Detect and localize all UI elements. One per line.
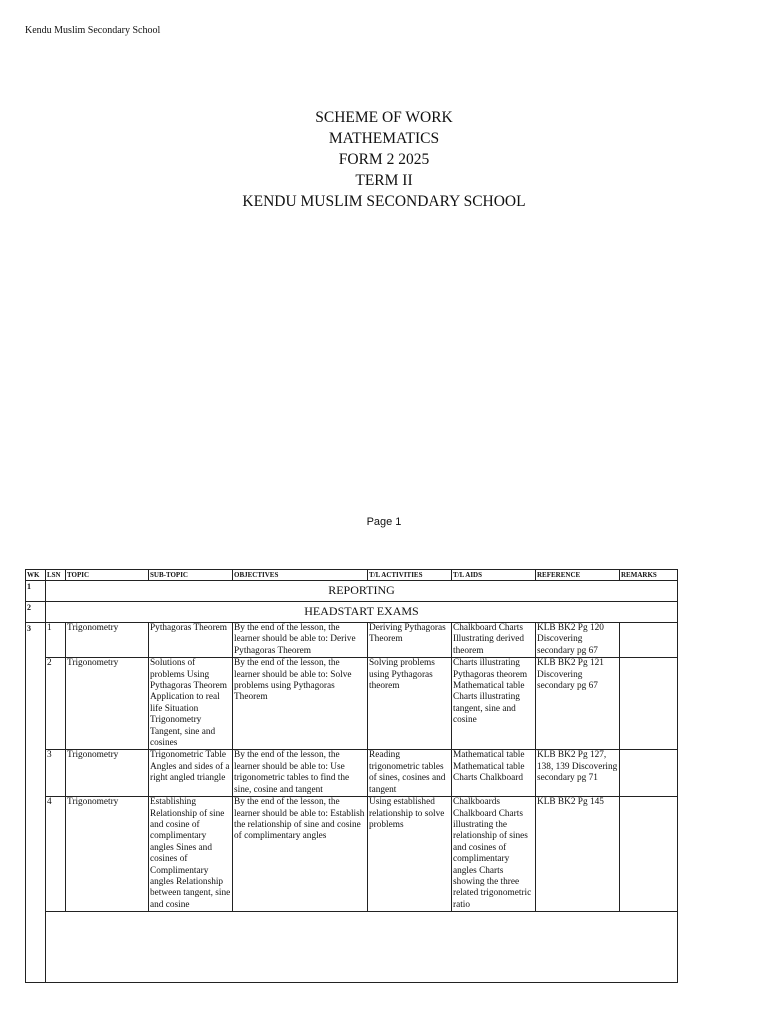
week-activity: HEADSTART EXAMS: [46, 602, 678, 623]
week-cell: 1: [26, 581, 46, 602]
week-cell: 3: [26, 623, 46, 983]
reference-cell: KLB BK2 Pg 145: [536, 797, 620, 912]
subtopic-cell: Establishing Relationship of sine and cosine of complimentary angles Sines and cosines of Complimentary angles Relationship between tangent, sine and cosine: [149, 797, 233, 912]
table-row: [26, 581, 678, 602]
aids-cell: Mathematical table Mathematical table Charts Chalkboard: [452, 750, 536, 797]
col-header: T/L AIDS: [452, 570, 536, 581]
topic-cell: Trigonometry: [66, 658, 149, 750]
col-header: T/L ACTIVITIES: [368, 570, 452, 581]
continued-cell: [46, 912, 678, 983]
col-header: REFERENCE: [536, 570, 620, 581]
col-header: WK: [26, 570, 46, 581]
document-title: [0, 107, 768, 212]
title-line: TERM II: [355, 172, 413, 189]
col-header: TOPIC: [66, 570, 149, 581]
header-row: [26, 570, 678, 581]
col-header: LSN: [46, 570, 66, 581]
title-line: MATHEMATICS: [328, 130, 440, 147]
subtopic-cell: Solutions of problems Using Pythagoras Theorem Application to real life Situation Trigonometry Tangent, sine and cosines: [149, 658, 233, 750]
subtopic-cell: Trigonometric Table Angles and sides of a right angled triangle: [149, 750, 233, 797]
page-number: Page 1: [366, 516, 402, 528]
col-header: SUB-TOPIC: [149, 570, 233, 581]
objectives-cell: By the end of the lesson, the learner should be able to: Use trigonometric tables to find the sine, cosine and tangent: [233, 750, 368, 797]
col-header: OBJECTIVES: [233, 570, 368, 581]
lesson-number: 2: [46, 658, 66, 750]
topic-cell: Trigonometry: [66, 623, 149, 658]
title-line: SCHEME OF WORK: [315, 109, 453, 126]
activities-cell: Deriving Pythagoras Theorem: [368, 623, 452, 658]
topic-cell: Trigonometry: [66, 797, 149, 912]
topic-cell: Trigonometry: [66, 750, 149, 797]
reference-cell: KLB BK2 Pg 127, 138, 139 Discovering secondary pg 71: [536, 750, 620, 797]
lesson-number: 3: [46, 750, 66, 797]
col-header: REMARKS: [620, 570, 678, 581]
week-activity: REPORTING: [46, 581, 678, 602]
remarks-cell: [620, 623, 678, 658]
aids-cell: Chalkboards Chalkboard Charts illustrating the relationship of sines and cosines of complimentary angles Charts showing the three related trigonometric ratio: [452, 797, 536, 912]
reference-cell: KLB BK2 Pg 120 Discovering secondary pg 67: [536, 623, 620, 658]
table-row: [26, 750, 678, 797]
objectives-cell: By the end of the lesson, the learner should be able to: Solve problems using Pythagoras Theorem: [233, 658, 368, 750]
table-row: [26, 797, 678, 912]
subtopic-cell: Pythagoras Theorem: [149, 623, 233, 658]
table-row: [26, 602, 678, 623]
lesson-number: 1: [46, 623, 66, 658]
aids-cell: Chalkboard Charts Illustrating derived theorem: [452, 623, 536, 658]
week-cell: 2: [26, 602, 46, 623]
remarks-cell: [620, 750, 678, 797]
title-line: FORM 2 2025: [338, 151, 430, 168]
reference-cell: KLB BK2 Pg 121 Discovering secondary pg 67: [536, 658, 620, 750]
lesson-number: 4: [46, 797, 66, 912]
scheme-table: [25, 569, 678, 983]
activities-cell: Solving problems using Pythagoras theorem: [368, 658, 452, 750]
activities-cell: Reading trigonometric tables of sines, cosines and tangent: [368, 750, 452, 797]
objectives-cell: By the end of the lesson, the learner should be able to: Establish the relationship of sine and cosine of complimentary angles: [233, 797, 368, 912]
title-line: KENDU MUSLIM SECONDARY SCHOOL: [242, 193, 526, 210]
table-row: [26, 623, 678, 658]
running-header: Kendu Muslim Secondary School: [25, 25, 161, 36]
table-row-continued: [26, 912, 678, 983]
objectives-cell: By the end of the lesson, the learner should be able to: Derive Pythagoras Theorem: [233, 623, 368, 658]
remarks-cell: [620, 658, 678, 750]
aids-cell: Charts illustrating Pythagoras theorem Mathematical table Charts illustrating tangent, sine and cosine: [452, 658, 536, 750]
activities-cell: Using established relationship to solve problems: [368, 797, 452, 912]
table-row: [26, 658, 678, 750]
remarks-cell: [620, 797, 678, 912]
